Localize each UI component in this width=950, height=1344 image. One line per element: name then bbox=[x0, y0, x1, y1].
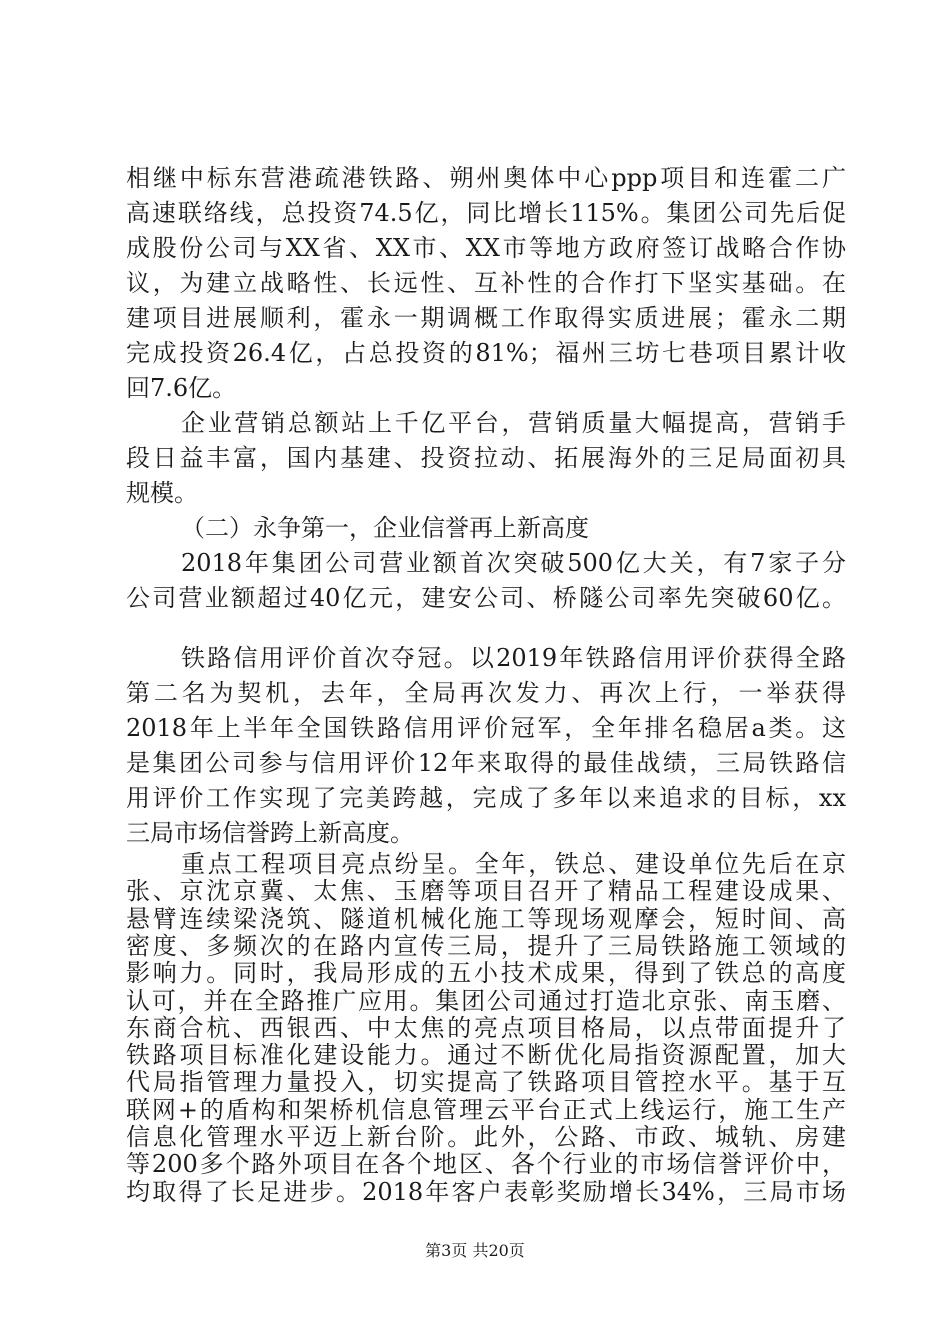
body-text-line: 回7.6亿。 bbox=[126, 374, 237, 402]
section-heading: （二）永争第一，企业信誉再上新高度 bbox=[181, 514, 589, 542]
page-number-footer: 第3页 共20页 bbox=[425, 1241, 525, 1260]
paragraph-first-line: 重点工程项目亮点纷呈。全年，铁总、建设单位先后在京 bbox=[181, 851, 846, 878]
paragraph-first-line: 2018年集团公司营业额首次突破500亿大关，有7家子分 bbox=[181, 549, 846, 577]
body-text-line: 代局指管理力量投入，切实提高了铁路项目管控水平。基于互 bbox=[126, 1069, 846, 1097]
body-text-line: 信息化管理水平迈上新台阶。此外，公路、市政、城轨、房建 bbox=[126, 1124, 846, 1151]
body-text-line: 铁路项目标准化建设能力。通过不断优化局指资源配置，加大 bbox=[126, 1042, 846, 1070]
body-text-line: 东商合杭、西银西、中太焦的亮点项目格局，以点带面提升了 bbox=[126, 1014, 846, 1042]
body-text-line: 认可，并在全路推广应用。集团公司通过打造北京张、南玉磨、 bbox=[126, 987, 846, 1015]
body-text-line: 规模。 bbox=[126, 479, 198, 507]
body-text-line: 建项目进展顺利，霍永一期调概工作取得实质进展；霍永二期 bbox=[126, 304, 846, 332]
body-text-line: 高速联络线，总投资74.5亿，同比增长115%。集团公司先后促 bbox=[126, 199, 846, 227]
body-text-line: 三局市场信誉跨上新高度。 bbox=[126, 819, 414, 847]
body-text-line: 悬臂连续梁浇筑、隧道机械化施工等现场观摩会，短时间、高 bbox=[126, 905, 846, 933]
body-text-line: 用评价工作实现了完美跨越，完成了多年以来追求的目标，xx bbox=[126, 784, 846, 812]
body-text-line: 第二名为契机，去年，全局再次发力、再次上行，一举获得 bbox=[126, 679, 846, 707]
body-text-line: 密度、多频次的在路内宣传三局，提升了三局铁路施工领域的 bbox=[126, 932, 846, 960]
body-text-line: 相继中标东营港疏港铁路、朔州奥体中心ppp项目和连霍二广 bbox=[126, 164, 846, 192]
body-text-line: 是集团公司参与信用评价12年来取得的最佳战绩，三局铁路信 bbox=[126, 749, 846, 777]
body-text-line: 影响力。同时，我局形成的五小技术成果，得到了铁总的高度 bbox=[126, 960, 846, 988]
body-text-line: 完成投资26.4亿，占总投资的81%；福州三坊七巷项目累计收 bbox=[126, 339, 846, 367]
paragraph-first-line: 企业营销总额站上千亿平台，营销质量大幅提高，营销手 bbox=[181, 409, 846, 437]
body-text-line: 联网+的盾构和架桥机信息管理云平台正式上线运行，施工生产 bbox=[126, 1096, 846, 1124]
paragraph-first-line: 铁路信用评价首次夺冠。以2019年铁路信用评价获得全路 bbox=[181, 644, 846, 672]
body-text-line: 议，为建立战略性、长远性、互补性的合作打下坚实基础。在 bbox=[126, 269, 846, 297]
body-text-line: 成股份公司与XX省、XX市、XX市等地方政府签订战略合作协 bbox=[126, 234, 846, 262]
body-text-line: 等200多个路外项目在各个地区、各个行业的市场信誉评价中， bbox=[126, 1151, 846, 1179]
body-text-line: 2018年上半年全国铁路信用评价冠军，全年排名稳居a类。这 bbox=[126, 714, 846, 742]
body-text-line: 均取得了长足进步。2018年客户表彰奖励增长34%，三局市场 bbox=[126, 1178, 846, 1206]
body-text-line: 公司营业额超过40亿元，建安公司、桥隧公司率先突破60亿。 bbox=[126, 584, 846, 612]
body-text-line: 张、京沈京冀、太焦、玉磨等项目召开了精品工程建设成果、 bbox=[126, 878, 846, 906]
body-text-line: 段日益丰富，国内基建、投资拉动、拓展海外的三足局面初具 bbox=[126, 444, 846, 472]
